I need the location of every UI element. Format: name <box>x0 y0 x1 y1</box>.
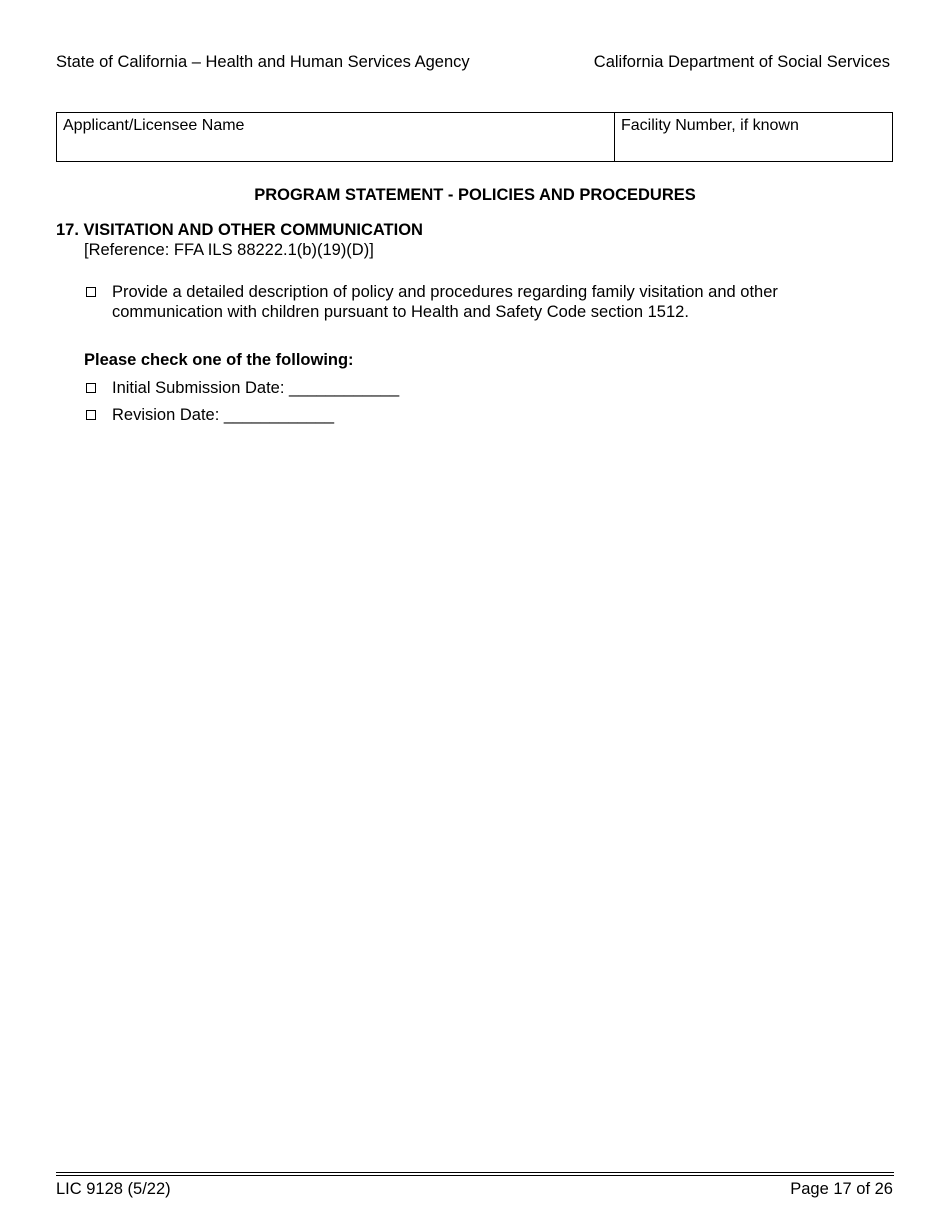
department-header: California Department of Social Services <box>593 53 890 71</box>
footer-divider-secondary <box>56 1175 894 1176</box>
facility-number-field[interactable] <box>615 113 892 161</box>
applicant-name-field[interactable] <box>57 113 615 161</box>
description-text: Provide a detailed description of policy and procedures regarding family visitation and other communication with children pursuant to Health and Safety Code section 1512. <box>112 283 778 321</box>
section-heading: 17. VISITATION AND OTHER COMMUNICATION <box>56 221 423 239</box>
program-statement-title: PROGRAM STATEMENT - POLICIES AND PROCEDURES <box>254 186 696 204</box>
revision-label: Revision Date: ____________ <box>112 406 335 424</box>
initial-submission-label: Initial Submission Date: ____________ <box>112 379 400 397</box>
applicant-info-table <box>56 112 893 162</box>
check-instructions: Please check one of the following: <box>84 351 354 369</box>
initial-submission-option <box>84 378 584 398</box>
revision-option <box>84 405 584 425</box>
page-number: Page 17 of 26 <box>790 1180 893 1198</box>
initial-submission-checkbox[interactable] <box>86 383 96 393</box>
footer-divider <box>56 1172 894 1173</box>
description-checkbox[interactable] <box>86 287 96 297</box>
form-id: LIC 9128 (5/22) <box>56 1180 171 1198</box>
section-reference: [Reference: FFA ILS 88222.1(b)(19)(D)] <box>84 241 374 259</box>
applicant-name-label: Applicant/Licensee Name <box>63 117 245 134</box>
facility-number-label: Facility Number, if known <box>621 117 799 134</box>
revision-checkbox[interactable] <box>86 410 96 420</box>
agency-header: State of California – Health and Human Services Agency <box>56 53 470 71</box>
